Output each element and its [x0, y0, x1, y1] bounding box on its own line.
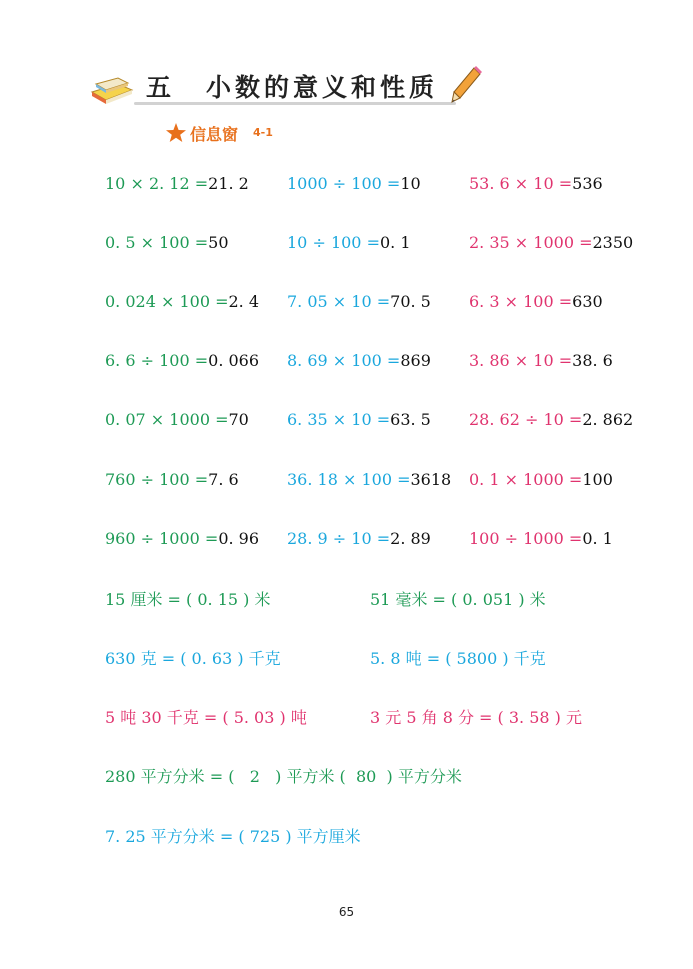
conversion: 630 克 = ( 0. 63 ) 千克: [105, 649, 281, 668]
equation: 0. 024 × 100 =2. 4: [105, 292, 260, 311]
equation: 36. 18 × 100 =3618: [287, 470, 452, 489]
equation: 6. 35 × 10 =63. 5: [287, 410, 431, 429]
conversion: 15 厘米 = ( 0. 15 ) 米: [105, 590, 271, 609]
section-label: 信息窗: [190, 125, 239, 144]
header-underline: [134, 102, 456, 105]
conversion: 280 平方分米 = ( 2 ) 平方米 ( 80 ) 平方分米: [105, 767, 462, 786]
chapter-header: [88, 64, 488, 108]
chapter-title: 小数的意义和性质: [206, 73, 439, 102]
equation: 10 × 2. 12 =21. 2: [105, 174, 249, 193]
equation: 28. 9 ÷ 10 =2. 89: [287, 529, 431, 548]
conversion: 5 吨 30 千克 = ( 5. 03 ) 吨: [105, 708, 307, 727]
section-code: 4-1: [253, 126, 273, 139]
page-number: 65: [338, 905, 355, 919]
equation: 1000 ÷ 100 =10: [287, 174, 421, 193]
equation: 100 ÷ 1000 =0. 1: [469, 529, 613, 548]
equation: 760 ÷ 100 =7. 6: [105, 470, 239, 489]
equation: 960 ÷ 1000 =0. 96: [105, 529, 260, 548]
equation: 6. 6 ÷ 100 =0. 066: [105, 351, 260, 370]
equation: 0. 07 × 1000 =70: [105, 410, 249, 429]
conversion: 3 元 5 角 8 分 = ( 3. 58 ) 元: [370, 708, 583, 727]
conversion: 5. 8 吨 = ( 5800 ) 千克: [370, 649, 546, 668]
equation: 53. 6 × 10 =536: [469, 174, 603, 193]
equation: 10 ÷ 100 =0. 1: [287, 233, 411, 252]
equation: 6. 3 × 100 =630: [469, 292, 603, 311]
equation: 8. 69 × 100 =869: [287, 351, 431, 370]
equation: 7. 05 × 10 =70. 5: [287, 292, 431, 311]
chapter-number: 五: [146, 73, 172, 102]
equation: 0. 5 × 100 =50: [105, 233, 229, 252]
pencil-icon: [448, 66, 482, 106]
books-icon: [88, 74, 136, 106]
conversion: 7. 25 平方分米 = ( 725 ) 平方厘米: [105, 827, 361, 846]
star-icon: [165, 122, 187, 144]
conversion: 51 毫米 = ( 0. 051 ) 米: [370, 590, 546, 609]
equation: 2. 35 × 1000 =2350: [469, 233, 634, 252]
equation: 0. 1 × 1000 =100: [469, 470, 613, 489]
equation: 28. 62 ÷ 10 =2. 862: [469, 410, 634, 429]
equation: 3. 86 × 10 =38. 6: [469, 351, 613, 370]
